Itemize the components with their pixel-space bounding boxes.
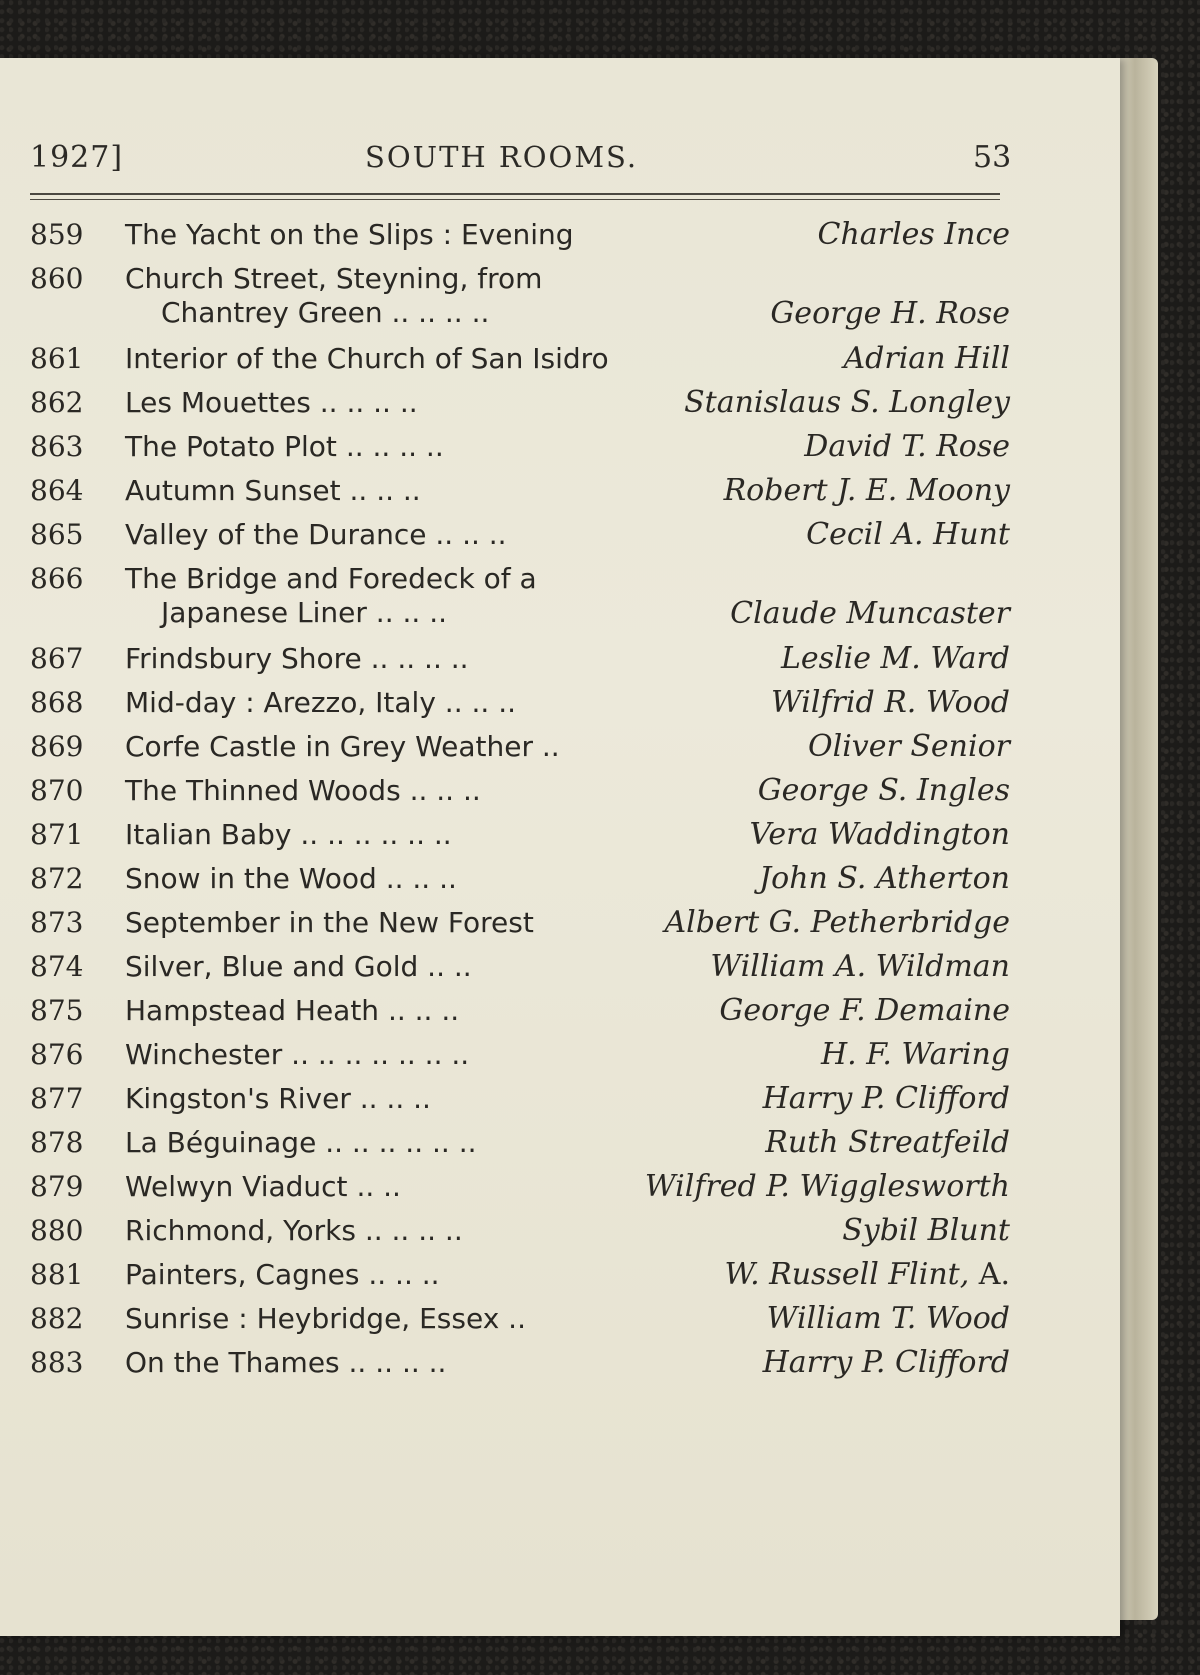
catalogue-entry <box>30 1302 1010 1346</box>
entry-title <box>125 686 685 720</box>
entry-artist <box>665 906 1010 940</box>
entry-number: 876 <box>30 1038 84 1071</box>
header-rule-thin <box>30 199 1000 200</box>
artist-name: H. F. Waring <box>820 1037 1010 1072</box>
entry-title <box>125 1082 685 1116</box>
catalogue-entry <box>30 1214 1010 1258</box>
artist-name: Leslie M. Ward <box>781 641 1010 676</box>
artist-name: Charles Ince <box>817 217 1010 252</box>
entry-title <box>125 730 685 764</box>
entry-title-line: Welwyn Viaduct .. .. <box>125 1170 401 1203</box>
artist-name: Harry P. Clifford <box>762 1345 1010 1380</box>
catalogue-entry <box>30 818 1010 862</box>
entry-title-line: Church Street, Steyning, from <box>125 262 543 295</box>
entry-artist <box>684 386 1010 420</box>
header-title: SOUTH ROOMS. <box>365 140 639 174</box>
entry-title <box>125 218 685 252</box>
entry-title <box>125 774 685 808</box>
catalogue-entry <box>30 1258 1010 1302</box>
entry-number: 872 <box>30 862 84 895</box>
entry-title-line: Les Mouettes .. .. .. .. <box>125 386 418 419</box>
catalogue-entry <box>30 642 1010 686</box>
artist-name: Claude Muncaster <box>730 596 1010 631</box>
entry-title-line: The Thinned Woods .. .. .. <box>125 774 481 807</box>
entry-title-line: Kingston's River .. .. .. <box>125 1082 431 1115</box>
header-year: 1927] <box>30 140 124 175</box>
entry-artist <box>844 342 1011 376</box>
catalogue-entry <box>30 1038 1010 1082</box>
entry-artist <box>763 1082 1010 1116</box>
entry-artist <box>771 686 1010 720</box>
artist-name: Cecil A. Hunt <box>806 517 1010 552</box>
catalogue-entry <box>30 950 1010 994</box>
catalogue-entry <box>30 342 1010 386</box>
entry-title-line: Painters, Cagnes .. .. .. <box>125 1258 440 1291</box>
entry-title <box>125 1038 685 1072</box>
entry-title-line: Sunrise : Heybridge, Essex .. <box>125 1302 526 1335</box>
entry-artist <box>817 218 1010 252</box>
entry-artist <box>821 1038 1010 1072</box>
entry-artist <box>724 474 1010 508</box>
entry-artist <box>842 1214 1010 1248</box>
entry-number: 868 <box>30 686 84 719</box>
entry-number: 869 <box>30 730 84 763</box>
entry-title-line: Mid-day : Arezzo, Italy .. .. .. <box>125 686 517 719</box>
entry-title <box>125 518 685 552</box>
catalogue-entry <box>30 994 1010 1038</box>
entry-title <box>125 430 685 464</box>
entry-artist <box>808 730 1010 764</box>
artist-name: Albert G. Petherbridge <box>664 905 1010 940</box>
artist-name: Oliver Senior <box>808 729 1010 764</box>
entry-title <box>125 1302 685 1336</box>
artist-name: David T. Rose <box>804 429 1010 464</box>
entry-title <box>125 994 685 1028</box>
catalogue-entry <box>30 774 1010 818</box>
entry-title <box>125 562 685 630</box>
entry-number: 878 <box>30 1126 84 1159</box>
artist-name: Wilfred P. Wigglesworth <box>644 1169 1010 1204</box>
catalogue-entry <box>30 862 1010 906</box>
entry-artist <box>765 1126 1010 1160</box>
artist-name: Adrian Hill <box>843 341 1010 376</box>
catalogue-page <box>0 58 1120 1636</box>
entry-title-line: Italian Baby .. .. .. .. .. .. <box>125 818 452 851</box>
entry-title-line: Interior of the Church of San Isidro <box>125 342 609 375</box>
catalogue-list <box>30 218 1010 1390</box>
catalogue-entry <box>30 518 1010 562</box>
artist-name: John S. Atherton <box>759 861 1010 896</box>
entry-title <box>125 1258 685 1292</box>
entry-number: 862 <box>30 386 84 419</box>
entry-title-line: On the Thames .. .. .. .. <box>125 1346 447 1379</box>
entry-artist <box>781 642 1010 676</box>
entry-title-line: The Bridge and Foredeck of a <box>125 562 537 595</box>
catalogue-entry <box>30 474 1010 518</box>
artist-distinction: A. <box>969 1257 1010 1292</box>
artist-name: William T. Wood <box>766 1301 1010 1336</box>
entry-number: 875 <box>30 994 84 1027</box>
catalogue-entry <box>30 1126 1010 1170</box>
entry-number: 874 <box>30 950 84 983</box>
entry-title-line: Corfe Castle in Grey Weather .. <box>125 730 560 763</box>
artist-name: Wilfrid R. Wood <box>770 685 1010 720</box>
entry-title-line: The Yacht on the Slips : Evening <box>125 218 574 251</box>
entry-artist <box>804 430 1010 464</box>
entry-title <box>125 950 685 984</box>
entry-artist <box>730 597 1010 631</box>
entry-title <box>125 642 685 676</box>
artist-name: Vera Waddington <box>749 817 1010 852</box>
entry-artist <box>767 1302 1010 1336</box>
page-number: 53 <box>973 140 1012 175</box>
entry-title-line: Valley of the Durance .. .. .. <box>125 518 507 551</box>
entry-title <box>125 1346 685 1380</box>
catalogue-entry <box>30 1082 1010 1126</box>
entry-number: 861 <box>30 342 84 375</box>
entry-number: 860 <box>30 262 84 295</box>
running-header <box>30 140 1012 190</box>
entry-number: 882 <box>30 1302 84 1335</box>
entry-title <box>125 906 685 940</box>
entry-artist <box>710 950 1010 984</box>
entry-title-line: Richmond, Yorks .. .. .. .. <box>125 1214 463 1247</box>
entry-number: 863 <box>30 430 84 463</box>
entry-number: 873 <box>30 906 84 939</box>
entry-title-line: Autumn Sunset .. .. .. <box>125 474 421 507</box>
artist-name: George S. Ingles <box>757 773 1010 808</box>
entry-number: 859 <box>30 218 84 251</box>
artist-name: George H. Rose <box>770 296 1010 331</box>
entry-artist <box>759 862 1010 896</box>
entry-number: 879 <box>30 1170 84 1203</box>
artist-name: Sybil Blunt <box>842 1213 1010 1248</box>
artist-name: William A. Wildman <box>710 949 1010 984</box>
entry-artist <box>770 297 1010 331</box>
catalogue-entry <box>30 1346 1010 1390</box>
entry-artist <box>724 1258 1010 1292</box>
entry-artist <box>763 1346 1010 1380</box>
entry-title-line: Winchester .. .. .. .. .. .. .. <box>125 1038 470 1071</box>
catalogue-entry <box>30 1170 1010 1214</box>
entry-artist <box>758 774 1010 808</box>
entry-title-continuation: Chantrey Green .. .. .. .. <box>161 296 490 329</box>
artist-name: Robert J. E. Moony <box>723 473 1010 508</box>
entry-title-line: Frindsbury Shore .. .. .. .. <box>125 642 469 675</box>
entry-number: 881 <box>30 1258 84 1291</box>
entry-title-continuation: Japanese Liner .. .. .. <box>161 596 448 629</box>
entry-title-line: Hampstead Heath .. .. .. <box>125 994 460 1027</box>
entry-title-line: Silver, Blue and Gold .. .. <box>125 950 472 983</box>
entry-artist <box>749 818 1010 852</box>
entry-number: 870 <box>30 774 84 807</box>
entry-title <box>125 386 685 420</box>
entry-title <box>125 342 685 376</box>
entry-number: 867 <box>30 642 84 675</box>
entry-title-line: Snow in the Wood .. .. .. <box>125 862 457 895</box>
entry-title <box>125 818 685 852</box>
entry-title-line: The Potato Plot .. .. .. .. <box>125 430 444 463</box>
entry-artist <box>645 1170 1010 1204</box>
catalogue-entry <box>30 386 1010 430</box>
catalogue-entry <box>30 218 1010 262</box>
entry-artist <box>806 518 1010 552</box>
catalogue-entry <box>30 906 1010 950</box>
entry-number: 866 <box>30 562 84 595</box>
catalogue-entry <box>30 430 1010 474</box>
entry-number: 864 <box>30 474 84 507</box>
catalogue-entry <box>30 262 1010 342</box>
entry-number: 883 <box>30 1346 84 1379</box>
entry-title <box>125 1170 685 1204</box>
header-rule-thick <box>30 193 1000 195</box>
entry-number: 877 <box>30 1082 84 1115</box>
entry-title <box>125 262 685 330</box>
entry-number: 865 <box>30 518 84 551</box>
artist-name: George F. Demaine <box>719 993 1010 1028</box>
entry-title <box>125 1214 685 1248</box>
entry-number: 880 <box>30 1214 84 1247</box>
artist-name: Stanislaus S. Longley <box>684 385 1010 420</box>
entry-title <box>125 1126 685 1160</box>
artist-name: W. Russell Flint, <box>724 1257 970 1292</box>
catalogue-entry <box>30 562 1010 642</box>
entry-title <box>125 474 685 508</box>
entry-title <box>125 862 685 896</box>
entry-title-line: La Béguinage .. .. .. .. .. .. <box>125 1126 477 1159</box>
catalogue-entry <box>30 686 1010 730</box>
catalogue-entry <box>30 730 1010 774</box>
entry-artist <box>719 994 1010 1028</box>
entry-title-line: September in the New Forest <box>125 906 534 939</box>
artist-name: Ruth Streatfeild <box>765 1125 1010 1160</box>
entry-number: 871 <box>30 818 84 851</box>
artist-name: Harry P. Clifford <box>762 1081 1010 1116</box>
